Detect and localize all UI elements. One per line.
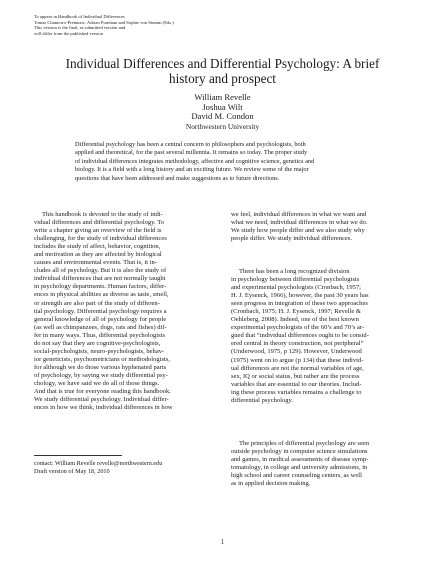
body-line: people differ. We study individual differences. [231, 235, 353, 243]
footnote-line: contact: William Revelle revelle@northwestern.edu [34, 460, 163, 467]
body-line: H. J. Eysenck, 1966), however, the past 30 years has [231, 292, 369, 300]
footnote-rule [34, 455, 122, 456]
body-line: vidual differences and differential psychology. To [34, 219, 165, 227]
body-line: cludes all of psychology. But it is also the study of [34, 267, 167, 275]
body-line: includes the study of affect, behavior, cognition, [34, 243, 161, 251]
body-line: or strength are also part of the study of differen- [34, 299, 160, 307]
body-line: fer in many ways. Thus, differential psychologists [34, 331, 166, 339]
body-line: ior geneticists, psychometricians or methodologists, [34, 355, 171, 363]
body-line: in psychology departments. Human factors, differ- [34, 283, 167, 291]
body-line: And that is true for everyone reading this handbook. [34, 388, 171, 396]
body-line: gued that “individual differences ought to be consid- [231, 332, 369, 340]
body-line: experimental psychologists of the 60’s and 70’s ar- [231, 324, 365, 332]
body-line: We study differential psychology. Individual differ- [34, 396, 169, 404]
body-line: The principles of differential psychology are seen [239, 440, 370, 447]
body-line: we feel, individual differences in what we want and [231, 211, 367, 218]
body-line: We study how people differ and we also study why [231, 227, 365, 235]
header-note-line: To appear in Handbook of Individual Differences [34, 14, 125, 19]
body-line: and experimental psychologists (Cronbach, 1957; [231, 284, 362, 292]
left-column [34, 211, 214, 412]
body-line: Oehleberg, 2008). Indeed, one of the best known [231, 316, 359, 324]
right-column-paragraph-3 [231, 440, 411, 488]
author-block [0, 93, 445, 131]
body-line: and motivation as they are affected by biological [34, 251, 162, 259]
body-line: sex, IQ or social status, but rather are the process [231, 372, 360, 380]
body-line: This handbook is devoted to the study of indi- [42, 211, 163, 218]
body-line: tomatology, in college and university admissions, in [231, 464, 368, 472]
body-line: general knowledge of all of psychology for people [34, 315, 167, 323]
body-line: outside psychology in computer science simulations [231, 448, 368, 456]
page-number: 1 [220, 539, 225, 546]
body-line: do not say that they are cognitive-psychologists, [34, 339, 161, 347]
body-line: ing these process variables remains a challenge to [231, 388, 362, 396]
body-line: (Underwood, 1975, p 129). However, Underwood [231, 348, 362, 356]
body-line: ered central in theory construction, not peripheral” [231, 340, 364, 348]
body-line: individual differences that are not normally taught [34, 275, 166, 283]
abstract-line: of individual differences integrates methodology, affective and cognitive science, genetics and [75, 157, 315, 165]
header-note-line: Tomas Chamorro-Premuzic, Adrian Furnham and Sophie von Stumm (Eds.) [34, 19, 174, 25]
body-line: seen progress in integration of these two approaches [231, 300, 368, 308]
body-line: differential psychology. [231, 396, 293, 404]
abstract [75, 141, 373, 183]
right-column-paragraph-2 [231, 268, 411, 405]
header-note-line: will differ from the published version [34, 30, 103, 36]
body-line: (as well as chimpanzees, dogs, rats and fishes) dif- [34, 323, 167, 331]
abstract-line: applied and theoretical, for the past several millennia. It remains so today. The proper study [75, 149, 308, 157]
body-line: causes and environmental events. That is, it in- [34, 259, 157, 267]
body-line: in psychology between differential psychologists [231, 276, 360, 284]
body-line: ences in physical abilities as diverse as taste, smell, [34, 291, 169, 299]
header-note [34, 14, 174, 36]
footnote [34, 460, 162, 477]
body-line: ual differences are not the normal variables of age, [231, 364, 364, 372]
abstract-line: questions that have been addressed and make suggestions as to future directions. [75, 174, 280, 182]
author-name: David M. Condon [191, 111, 254, 122]
body-line: what we need, individual differences in what we do. [231, 219, 368, 227]
footnote-line: Draft version of May 18, 2010 [34, 468, 110, 476]
body-line: ences in how we think, individual differences in how [34, 404, 173, 412]
body-line: as in applied decision making. [231, 480, 311, 488]
body-line: chology, we have said we do all of those things. [34, 379, 160, 387]
body-line: social-psychologists, neuro-psychologists, behav- [34, 347, 165, 355]
body-line: (1975) went on to argue (p 134) that these individ- [231, 356, 364, 364]
abstract-line: biology. It is a field with a long history and an exciting future. We review some of the major [75, 166, 309, 174]
body-line: of psychology, by saying we study differential psy- [34, 371, 169, 379]
body-line: high school and career counseling centers, as well [231, 472, 362, 480]
body-line: write a chapter giving an overview of the field is [34, 227, 162, 235]
title-line: history and prospect [169, 71, 276, 86]
body-line: There has been a long recognized division [239, 268, 350, 275]
body-line: variables that are essential to our theories. Includ- [231, 380, 362, 388]
body-line: challenging, for the study of individual differences [34, 235, 167, 243]
body-line: for although we do those various hyphenated parts [34, 363, 167, 371]
paper-title [0, 56, 445, 86]
title-line: Individual Differences and Differential Psychology: A brief [65, 56, 380, 71]
right-column-paragraph-1 [231, 211, 411, 243]
affiliation: Northwestern University [185, 121, 260, 131]
body-line: (Cronbach, 1975; H. J. Eysenck, 1997; Revelle & [231, 308, 362, 316]
abstract-line: Differential psychology has been a central concern to philosophers and psychologists, both [75, 141, 306, 148]
author-name: Joshua Wilt [202, 101, 243, 112]
header-note-line: This version is the final, as submitted version and [34, 25, 126, 31]
body-line: tial psychology. Differential psychology requires a [34, 307, 167, 315]
body-line: and games, in medical assessments of disease symp- [231, 456, 369, 464]
author-name: William Revelle [194, 92, 251, 102]
